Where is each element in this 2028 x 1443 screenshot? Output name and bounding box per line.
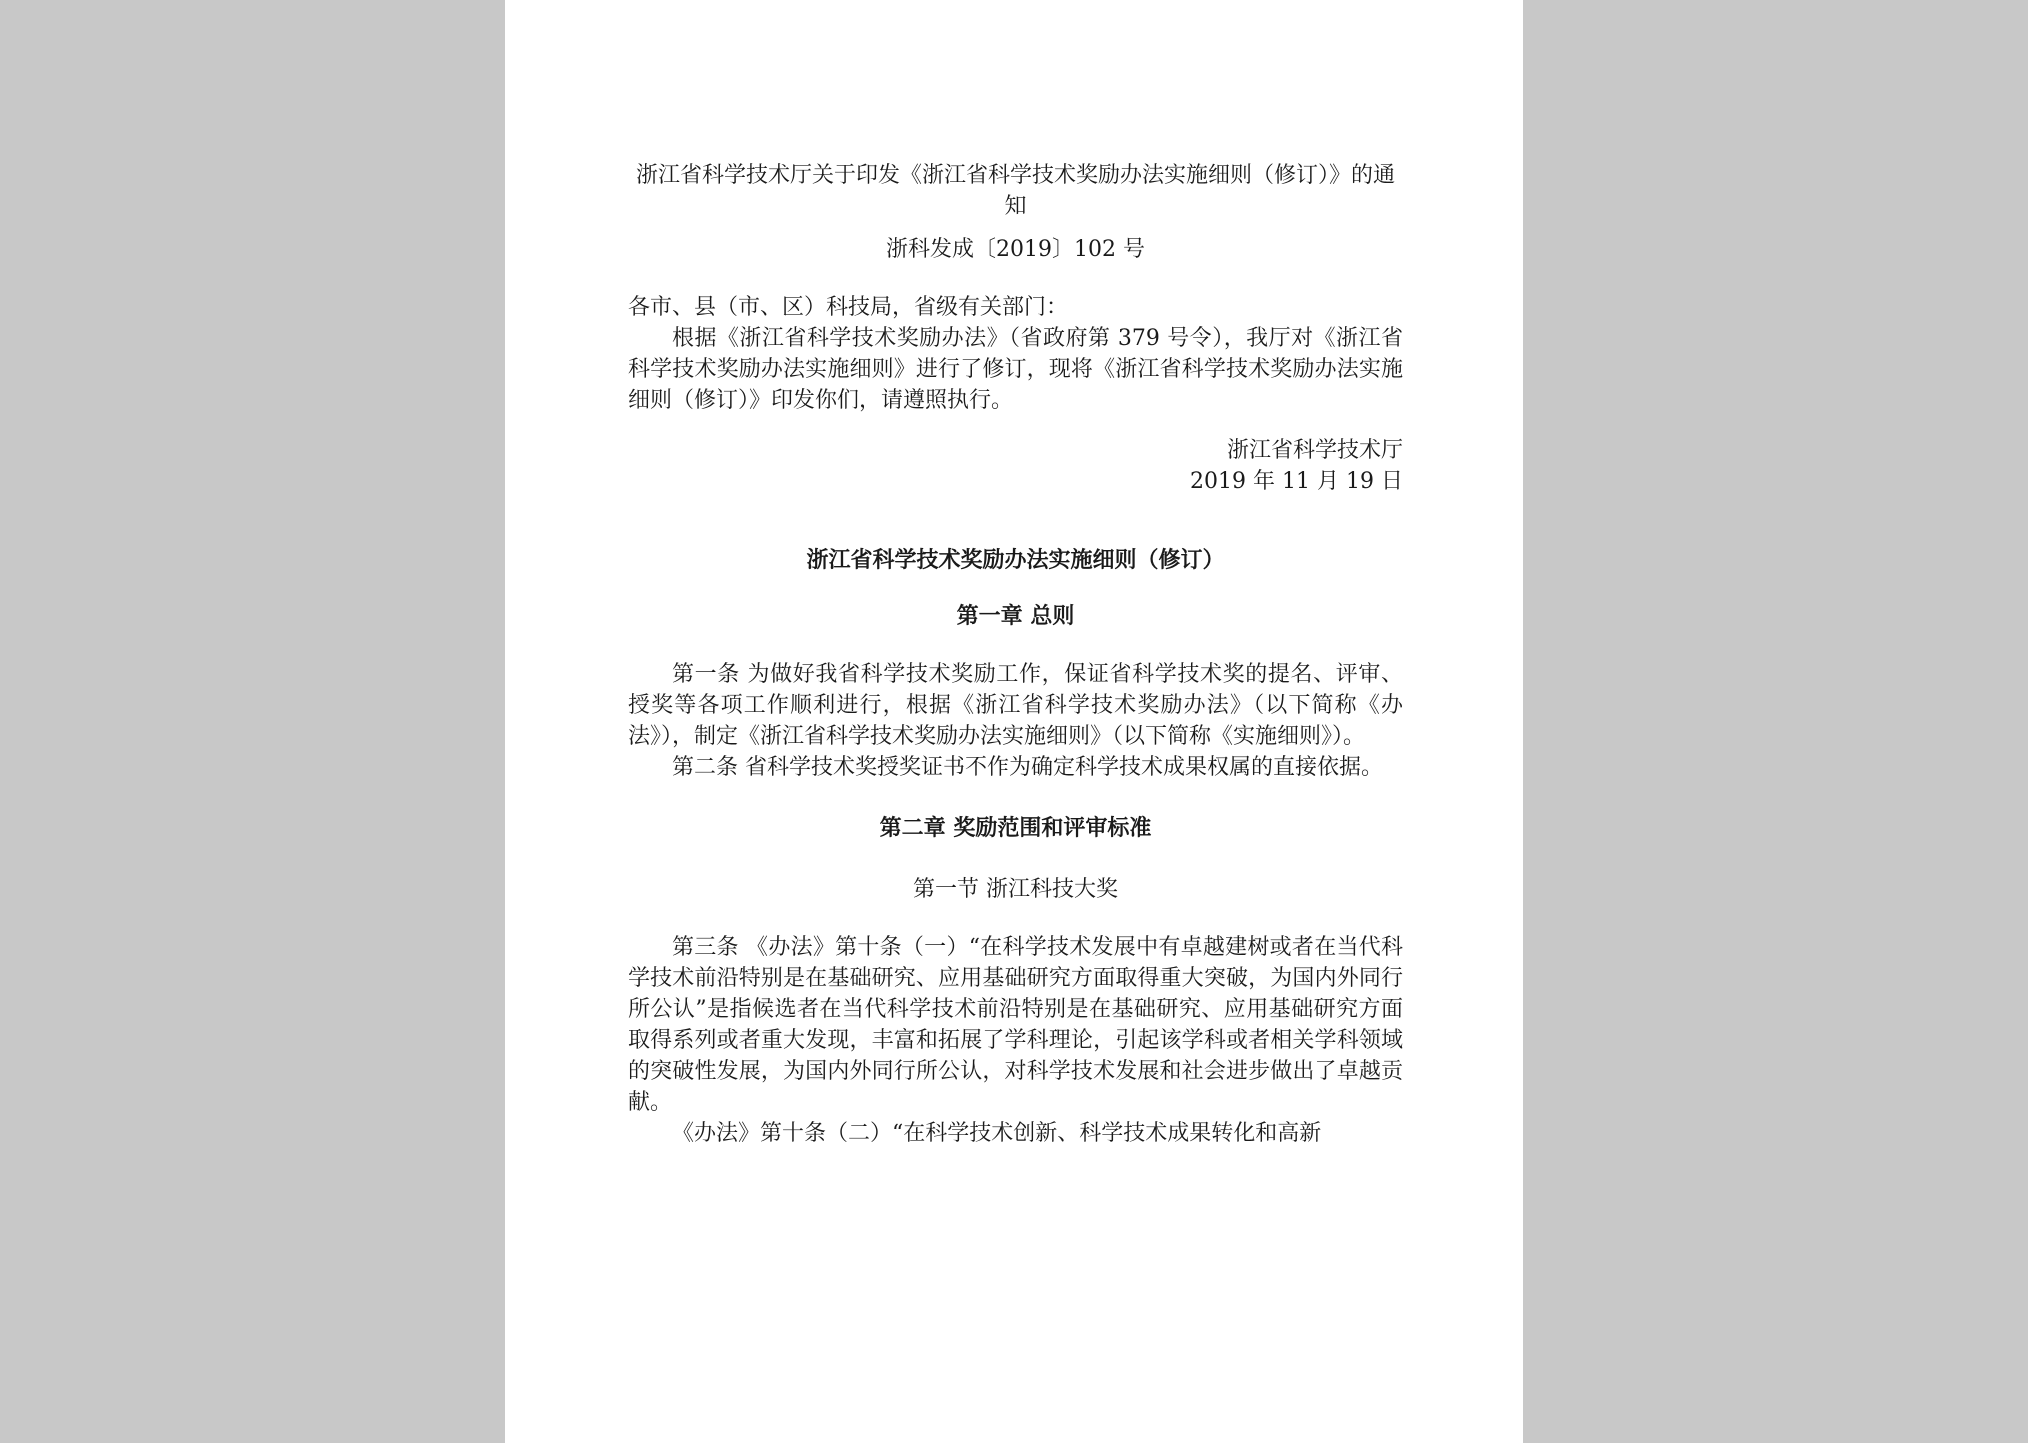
article-3-continued: 《办法》第十条（二）“在科学技术创新、科学技术成果转化和高新 [672,1121,1322,1146]
article-1: 第一条 为做好我省科学技术奖励工作，保证省科学技术奖的提名、评审、授奖等各项工作顺利进行，根据《浙江省科学技术奖励办法》（以下简称《办法》），制定《浙江省科学技术奖励办法实施细则》（以下简称《实施细则》）。 [628,662,1403,749]
article-3: 第三条 《办法》第十条（一）“在科学技术发展中有卓越建树或者在当代科学技术前沿特别是在基础研究、应用基础研究方面取得重大突破，为国内外同行所公认”是指候选者在当代科学技术前沿特别是在基础研究、应用基础研究方面取得系列或者重大发现，丰富和拓展了学科理论，引起该学科或者相关学科领域的突破性发展，为国内外同行所公认，对科学技术发展和社会进步做出了卓越贡献。 [628,935,1403,1115]
notice-title: 浙江省科学技术厅关于印发《浙江省科学技术奖励办法实施细则（修订）》的通知 [635,163,1395,219]
document-number: 浙科发成〔2019〕102 号 [886,237,1145,262]
document-content [628,160,1403,1149]
rules-title: 浙江省科学技术奖励办法实施细则（修订） [806,547,1225,573]
chapter-1-title: 第一章 总则 [956,603,1075,629]
intro-paragraph: 根据《浙江省科学技术奖励办法》（省政府第 379 号令），我厅对《浙江省科学技术奖励办法实施细则》进行了修订，现将《浙江省科学技术奖励办法实施细则（修订）》印发你们，请遵照执行。 [628,326,1403,413]
document-page [505,0,1523,1443]
chapter-2-title: 第二章 奖励范围和评审标准 [879,815,1152,841]
signature-organization: 浙江省科学技术厅 [1226,438,1403,463]
article-2: 第二条 省科学技术奖授奖证书不作为确定科学技术成果权属的直接依据。 [672,755,1383,780]
section-1-title: 第一节 浙江科技大奖 [913,877,1118,902]
salutation: 各市、县（市、区）科技局，省级有关部门： [628,295,1069,320]
signature-date: 2019 年 11 月 19 日 [1190,469,1403,494]
